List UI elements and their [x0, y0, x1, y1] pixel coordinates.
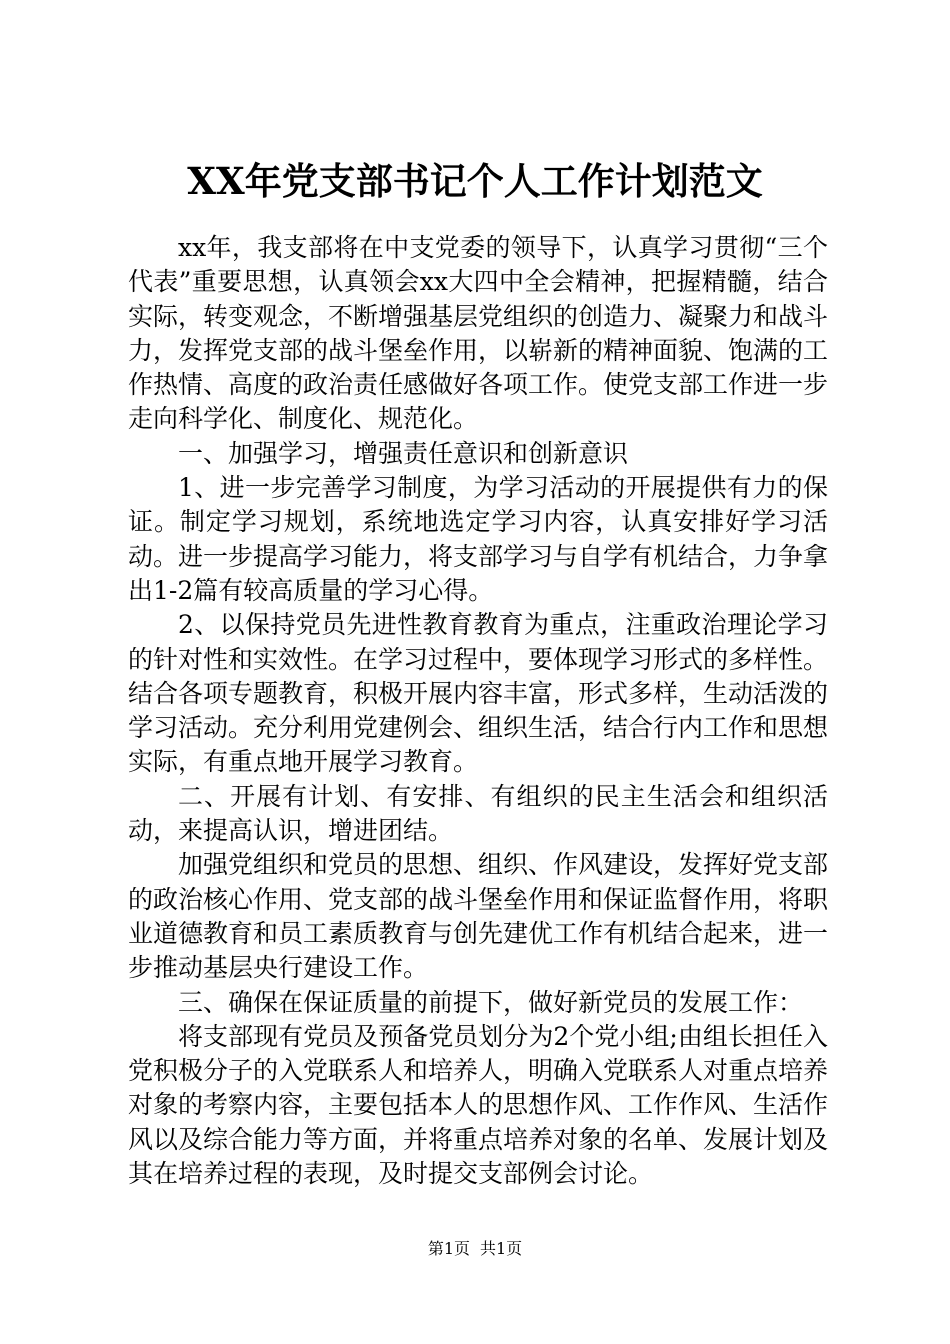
paragraph-item-2: 2、以保持党员先进性教育教育为重点，注重政治理论学习的针对性和实效性。在学习过程中，要体现学习形式的多样性。结合各项专题教育，积极开展内容丰富，形式多样，生动活泼的学习活动。充分利用党建例会、组织生活，结合行内工作和思想实际，有重点地开展学习教育。	[128, 610, 829, 777]
paragraph-section-3: 将支部现有党员及预备党员划分为2个党小组;由组长担任入党积极分子的入党联系人和培养人，明确入党联系人对重点培养对象的考察内容，主要包括本人的思想作风、工作作风、生活作风以及综合能力等方面，并将重点培养对象的名单、发展计划及其在培养过程的表现，及时提交支部例会讨论。	[128, 1021, 829, 1189]
page-number: 第1页	[427, 1239, 470, 1258]
document-body	[128, 231, 828, 1191]
document-title: XX年党支部书记个人工作计划范文	[187, 159, 763, 203]
paragraph-item-1: 1、进一步完善学习制度，为学习活动的开展提供有力的保证。制定学习规划，系统地选定学习内容，认真安排好学习活动。进一步提高学习能力，将支部学习与自学有机结合，力争拿出1-2篇有较高质量的学习心得。	[128, 473, 829, 605]
page-footer	[0, 1238, 950, 1260]
heading-section-1: 一、加强学习，增强责任意识和创新意识	[178, 438, 629, 468]
paragraph-section-2: 加强党组织和党员的思想、组织、作风建设，发挥好党支部的政治核心作用、党支部的战斗堡垒作用和保证监督作用，将职业道德教育和员工素质教育与创先建优工作有机结合起来，进一步推动基层央行建设工作。	[128, 850, 829, 983]
page-total: 共1页	[480, 1239, 523, 1258]
heading-section-2: 二、开展有计划、有安排、有组织的民主生活会和组织活动，来提高认识，增进团结。	[128, 781, 828, 846]
heading-section-3: 三、确保在保证质量的前提下，做好新党员的发展工作：	[178, 987, 804, 1017]
paragraph-intro: xx年，我支部将在中支党委的领导下，认真学习贯彻“三个代表”重要思想，认真领会xx大四中全会精神，把握精髓，结合实际，转变观念，不断增强基层党组织的创造力、凝聚力和战斗力，发挥党支部的战斗堡垒作用，以崭新的精神面貌、饱满的工作热情、高度的政治责任感做好各项工作。使党支部工作进一步走向科学化、制度化、规范化。	[128, 233, 829, 434]
